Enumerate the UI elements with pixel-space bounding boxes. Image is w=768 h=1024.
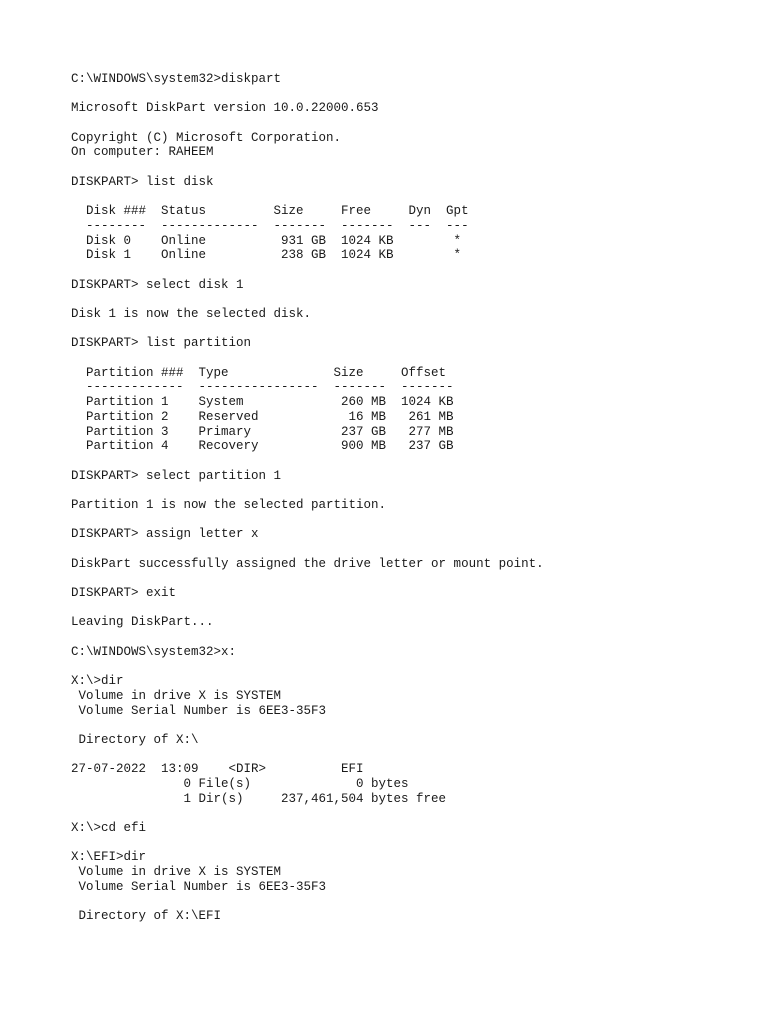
console-line [71, 895, 544, 910]
console-line: Volume in drive X is SYSTEM [71, 865, 282, 880]
console-line: Partition 1 is now the selected partition. [71, 497, 387, 512]
console-line: Microsoft DiskPart version 10.0.22000.653 [71, 101, 379, 116]
console-line: Partition 3 Primary 237 GB 277 MB [71, 424, 454, 439]
console-line: On computer: RAHEEM [71, 145, 214, 160]
console-line [71, 116, 544, 131]
console-line: Partition 1 System 260 MB 1024 KB [71, 395, 454, 410]
console-line: Partition ### Type Size Offset [71, 365, 447, 380]
console-line [71, 322, 544, 337]
console-line: Disk ### Status Size Free Dyn Gpt [71, 204, 469, 219]
console-transcript [71, 72, 544, 924]
console-line: Partition 2 Reserved 16 MB 261 MB [71, 409, 454, 424]
console-line: DISKPART> exit [71, 586, 177, 601]
console-line [71, 601, 544, 616]
console-line: Volume Serial Number is 6EE3-35F3 [71, 703, 327, 718]
console-line: Volume in drive X is SYSTEM [71, 688, 282, 703]
console-line: DISKPART> list disk [71, 174, 214, 189]
console-line [71, 190, 544, 205]
console-line: 1 Dir(s) 237,461,504 bytes free [71, 791, 447, 806]
console-line: Directory of X:\ [71, 732, 199, 747]
console-line: 27-07-2022 13:09 <DIR> EFI [71, 762, 364, 777]
console-line: DISKPART> select disk 1 [71, 277, 244, 292]
console-line: C:\WINDOWS\system32>diskpart [71, 72, 282, 86]
console-line: X:\>dir [71, 674, 124, 689]
console-line [71, 542, 544, 557]
console-line [71, 660, 544, 675]
console-line: Copyright (C) Microsoft Corporation. [71, 130, 342, 145]
console-line: Disk 1 is now the selected disk. [71, 307, 312, 321]
console-line [71, 454, 544, 469]
console-line [71, 718, 544, 733]
console-line: Disk 1 Online 238 GB 1024 KB * [71, 248, 462, 263]
console-line [71, 513, 544, 528]
console-line [71, 571, 544, 586]
console-line [71, 263, 544, 278]
console-line [71, 806, 544, 821]
console-line [71, 483, 544, 498]
console-line: X:\>cd efi [71, 821, 147, 836]
console-line [71, 748, 544, 763]
console-line [71, 292, 544, 307]
console-line: -------- ------------- ------- ------- --- --- [71, 218, 469, 233]
console-line [71, 160, 544, 175]
console-line: DISKPART> assign letter x [71, 527, 259, 542]
console-line [71, 630, 544, 645]
console-line [71, 836, 544, 851]
console-line: Partition 4 Recovery 900 MB 237 GB [71, 439, 454, 454]
console-line: ------------- ---------------- ------- ------- [71, 380, 454, 395]
console-line: DISKPART> select partition 1 [71, 468, 282, 483]
console-line: DiskPart successfully assigned the drive letter or mount point. [71, 556, 544, 571]
console-line: DISKPART> list partition [71, 336, 252, 351]
console-line: Disk 0 Online 931 GB 1024 KB * [71, 233, 462, 248]
console-line: X:\EFI>dir [71, 850, 147, 865]
console-line: Volume Serial Number is 6EE3-35F3 [71, 879, 327, 894]
console-line: 0 File(s) 0 bytes [71, 777, 409, 791]
console-line [71, 351, 544, 366]
console-line [71, 87, 544, 102]
console-line: Directory of X:\EFI [71, 909, 222, 924]
console-line: Leaving DiskPart... [71, 615, 214, 630]
console-line: C:\WINDOWS\system32>x: [71, 644, 237, 659]
